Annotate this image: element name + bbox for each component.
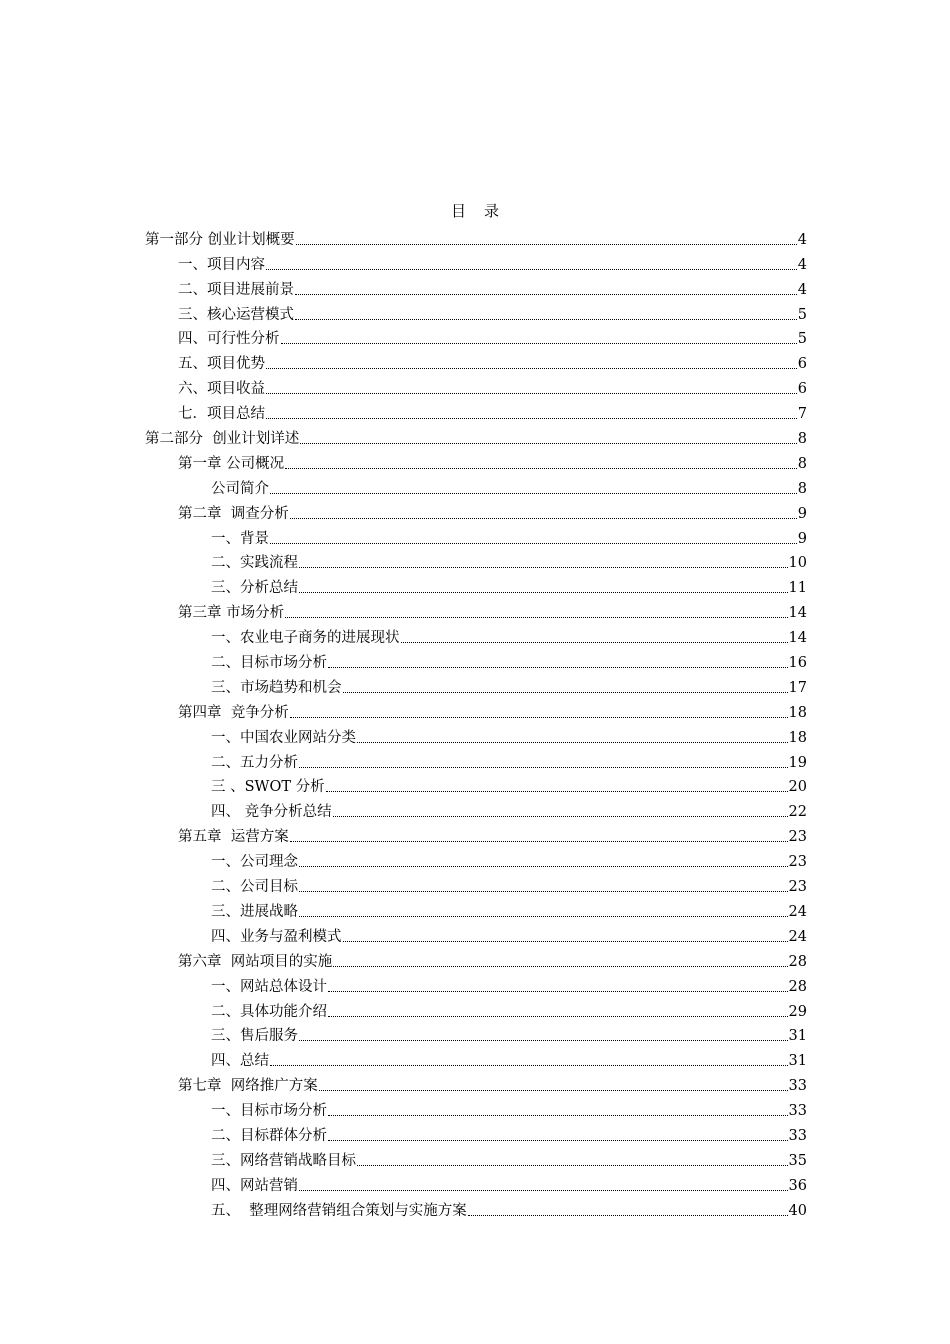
toc-dot-leader bbox=[299, 866, 788, 867]
toc-entry-page: 4 bbox=[797, 256, 807, 273]
toc-dot-leader bbox=[319, 1090, 788, 1091]
toc-entry[interactable] bbox=[145, 1071, 807, 1096]
toc-entry-label: 三、市场趋势和机会 bbox=[211, 679, 342, 696]
toc-dot-leader bbox=[357, 1165, 788, 1166]
toc-entry[interactable] bbox=[145, 1146, 807, 1171]
toc-dot-leader bbox=[333, 966, 787, 967]
toc-dot-leader bbox=[266, 393, 797, 394]
toc-entry-page: 6 bbox=[797, 356, 807, 373]
toc-entry-page: 4 bbox=[797, 281, 807, 298]
toc-entry-label: 第五章 运营方案 bbox=[178, 829, 289, 846]
toc-dot-leader bbox=[270, 1065, 788, 1066]
toc-entry-label: 四、网站营销 bbox=[211, 1177, 298, 1194]
toc-entry-label: 二、公司目标 bbox=[211, 879, 298, 896]
toc-dot-leader bbox=[270, 543, 797, 544]
toc-entry[interactable] bbox=[145, 897, 807, 922]
toc-entry-label: 第四章 竞争分析 bbox=[178, 704, 289, 721]
toc-entry[interactable] bbox=[145, 1046, 807, 1071]
toc-dot-leader bbox=[357, 742, 788, 743]
toc-entry-label: 三、售后服务 bbox=[211, 1028, 298, 1045]
toc-entry-label: 第二章 调查分析 bbox=[178, 505, 289, 522]
toc-entry-page: 28 bbox=[788, 978, 807, 995]
toc-entry-label: 一、项目内容 bbox=[178, 256, 265, 273]
toc-entry-page: 5 bbox=[797, 331, 807, 348]
toc-entry[interactable] bbox=[145, 598, 807, 623]
toc-entry-page: 7 bbox=[797, 406, 807, 423]
toc-entry[interactable] bbox=[145, 325, 807, 350]
toc-entry-label: 一、网站总体设计 bbox=[211, 978, 327, 995]
toc-dot-leader bbox=[401, 642, 788, 643]
toc-entry-page: 33 bbox=[788, 1127, 807, 1144]
toc-entry[interactable] bbox=[145, 1022, 807, 1047]
toc-entry-page: 31 bbox=[788, 1053, 807, 1070]
toc-entry-page: 29 bbox=[788, 1003, 807, 1020]
toc-entry-page: 8 bbox=[797, 480, 807, 497]
toc-entry[interactable] bbox=[145, 648, 807, 673]
toc-entry-page: 9 bbox=[797, 530, 807, 547]
toc-entry[interactable] bbox=[145, 399, 807, 424]
toc-entry-page: 18 bbox=[788, 704, 807, 721]
toc-entry-page: 17 bbox=[788, 679, 807, 696]
toc-entry-label: 二、目标群体分析 bbox=[211, 1127, 327, 1144]
toc-entry-label: 第一部分 创业计划概要 bbox=[145, 231, 295, 248]
toc-entry-page: 14 bbox=[788, 630, 807, 647]
toc-entry[interactable] bbox=[145, 250, 807, 275]
toc-entry[interactable] bbox=[145, 822, 807, 847]
toc-dot-leader bbox=[343, 692, 788, 693]
toc-entry-page: 40 bbox=[788, 1202, 807, 1219]
toc-entry-label: 二、目标市场分析 bbox=[211, 655, 327, 672]
toc-entry-label: 六、项目收益 bbox=[178, 381, 265, 398]
toc-entry-label: 二、项目进展前景 bbox=[178, 281, 294, 298]
toc-entry-label: 二、五力分析 bbox=[211, 754, 298, 771]
toc-dot-leader bbox=[295, 294, 797, 295]
toc-dot-leader bbox=[328, 1016, 788, 1017]
toc-dot-leader bbox=[299, 767, 788, 768]
toc-entry-label: 七．项目总结 bbox=[178, 406, 265, 423]
toc-dot-leader bbox=[266, 269, 797, 270]
toc-entry-page: 36 bbox=[788, 1177, 807, 1194]
toc-dot-leader bbox=[290, 717, 788, 718]
toc-dot-leader bbox=[270, 493, 797, 494]
toc-entry-page: 9 bbox=[797, 505, 807, 522]
toc-title bbox=[0, 200, 950, 221]
toc-entry[interactable] bbox=[145, 424, 807, 449]
toc-entry-page: 6 bbox=[797, 381, 807, 398]
toc-entry-page: 11 bbox=[788, 580, 807, 597]
toc-entry[interactable] bbox=[145, 225, 807, 250]
toc-entry[interactable] bbox=[145, 698, 807, 723]
toc-entry-page: 31 bbox=[788, 1028, 807, 1045]
toc-entry-label: 三、网络营销战略目标 bbox=[211, 1152, 356, 1169]
toc-entry-page: 5 bbox=[797, 306, 807, 323]
toc-dot-leader bbox=[299, 916, 788, 917]
toc-dot-leader bbox=[290, 841, 788, 842]
toc-entry-label: 第六章 网站项目的实施 bbox=[178, 953, 333, 970]
toc-entry-page: 24 bbox=[788, 928, 807, 945]
toc-entry[interactable] bbox=[145, 773, 807, 798]
toc-entry-page: 8 bbox=[797, 431, 807, 448]
toc-entry-page: 20 bbox=[788, 779, 807, 796]
toc-dot-leader bbox=[285, 468, 797, 469]
toc-entry[interactable] bbox=[145, 499, 807, 524]
toc-dot-leader bbox=[343, 941, 788, 942]
toc-entry-label: 四、 竞争分析总结 bbox=[211, 804, 332, 821]
toc-dot-leader bbox=[468, 1215, 788, 1216]
toc-entry-label: 三 、SWOT 分析 bbox=[211, 779, 325, 796]
toc-entry[interactable] bbox=[145, 275, 807, 300]
toc-entry[interactable] bbox=[145, 972, 807, 997]
toc-entry-label: 第七章 网络推广方案 bbox=[178, 1078, 318, 1095]
toc-entry-label: 一、背景 bbox=[211, 530, 269, 547]
toc-entry[interactable] bbox=[145, 872, 807, 897]
toc-entry-page: 8 bbox=[797, 455, 807, 472]
toc-dot-leader bbox=[299, 567, 788, 568]
toc-entry-label: 五、项目优势 bbox=[178, 356, 265, 373]
toc-entry-page: 23 bbox=[788, 854, 807, 871]
toc-entry[interactable] bbox=[145, 723, 807, 748]
toc-entry-label: 二、具体功能介绍 bbox=[211, 1003, 327, 1020]
toc-dot-leader bbox=[328, 991, 788, 992]
toc-entry[interactable] bbox=[145, 374, 807, 399]
toc-dot-leader bbox=[300, 443, 797, 444]
toc-entry[interactable] bbox=[145, 1096, 807, 1121]
toc-entry[interactable] bbox=[145, 947, 807, 972]
toc-dot-leader bbox=[328, 1115, 788, 1116]
toc-entry[interactable] bbox=[145, 997, 807, 1022]
toc-entry[interactable] bbox=[145, 1121, 807, 1146]
toc-dot-leader bbox=[328, 1140, 788, 1141]
toc-entry-label: 一、农业电子商务的进展现状 bbox=[211, 630, 400, 647]
table-of-contents bbox=[145, 225, 807, 1221]
toc-dot-leader bbox=[281, 343, 797, 344]
toc-entry-page: 18 bbox=[788, 729, 807, 746]
toc-dot-leader bbox=[295, 319, 797, 320]
toc-dot-leader bbox=[299, 1040, 788, 1041]
toc-entry[interactable] bbox=[145, 673, 807, 698]
toc-dot-leader bbox=[266, 368, 797, 369]
toc-entry[interactable] bbox=[145, 524, 807, 549]
toc-entry-label: 第一章 公司概况 bbox=[178, 455, 285, 472]
toc-entry-page: 23 bbox=[788, 879, 807, 896]
toc-entry[interactable] bbox=[145, 623, 807, 648]
toc-dot-leader bbox=[290, 518, 797, 519]
toc-dot-leader bbox=[328, 667, 788, 668]
toc-entry[interactable] bbox=[145, 1171, 807, 1196]
toc-entry-label: 一、公司理念 bbox=[211, 854, 298, 871]
toc-entry-page: 33 bbox=[788, 1103, 807, 1120]
toc-dot-leader bbox=[333, 816, 788, 817]
toc-entry-page: 10 bbox=[788, 555, 807, 572]
toc-entry-label: 第三章 市场分析 bbox=[178, 605, 285, 622]
toc-entry-label: 一、中国农业网站分类 bbox=[211, 729, 356, 746]
toc-entry[interactable] bbox=[145, 1196, 807, 1221]
toc-title-char-1: 目 bbox=[450, 202, 466, 220]
toc-entry-label: 三、进展战略 bbox=[211, 903, 298, 920]
toc-entry-page: 4 bbox=[797, 231, 807, 248]
toc-entry-page: 22 bbox=[788, 804, 807, 821]
toc-dot-leader bbox=[299, 1190, 788, 1191]
toc-entry[interactable] bbox=[145, 449, 807, 474]
toc-dot-leader bbox=[299, 891, 788, 892]
toc-entry[interactable] bbox=[145, 474, 807, 499]
toc-entry[interactable] bbox=[145, 300, 807, 325]
toc-entry-page: 24 bbox=[788, 903, 807, 920]
toc-entry-page: 14 bbox=[788, 605, 807, 622]
toc-entry[interactable] bbox=[145, 847, 807, 872]
toc-entry-page: 23 bbox=[788, 829, 807, 846]
toc-entry-page: 19 bbox=[788, 754, 807, 771]
toc-entry-label: 四、可行性分析 bbox=[178, 331, 280, 348]
toc-entry-label: 五、 整理网络营销组合策划与实施方案 bbox=[211, 1202, 467, 1219]
toc-entry-page: 35 bbox=[788, 1152, 807, 1169]
toc-entry-label: 第二部分 创业计划详述 bbox=[145, 431, 300, 448]
toc-entry-page: 28 bbox=[788, 953, 807, 970]
toc-entry-label: 二、实践流程 bbox=[211, 555, 298, 572]
toc-entry[interactable] bbox=[145, 922, 807, 947]
toc-entry-label: 三、分析总结 bbox=[211, 580, 298, 597]
toc-entry[interactable] bbox=[145, 748, 807, 773]
toc-entry[interactable] bbox=[145, 797, 807, 822]
toc-title-char-2: 录 bbox=[484, 202, 500, 220]
toc-entry-label: 三、核心运营模式 bbox=[178, 306, 294, 323]
toc-dot-leader bbox=[299, 592, 788, 593]
toc-dot-leader bbox=[296, 244, 797, 245]
toc-entry-label: 一、目标市场分析 bbox=[211, 1103, 327, 1120]
toc-dot-leader bbox=[326, 791, 788, 792]
toc-entry[interactable] bbox=[145, 573, 807, 598]
toc-entry-label: 四、业务与盈利模式 bbox=[211, 928, 342, 945]
toc-dot-leader bbox=[285, 617, 787, 618]
toc-dot-leader bbox=[266, 418, 797, 419]
toc-entry[interactable] bbox=[145, 549, 807, 574]
toc-entry-label: 公司简介 bbox=[211, 480, 269, 497]
toc-entry-label: 四、总结 bbox=[211, 1053, 269, 1070]
toc-entry[interactable] bbox=[145, 349, 807, 374]
toc-entry-page: 16 bbox=[788, 655, 807, 672]
toc-entry-page: 33 bbox=[788, 1078, 807, 1095]
